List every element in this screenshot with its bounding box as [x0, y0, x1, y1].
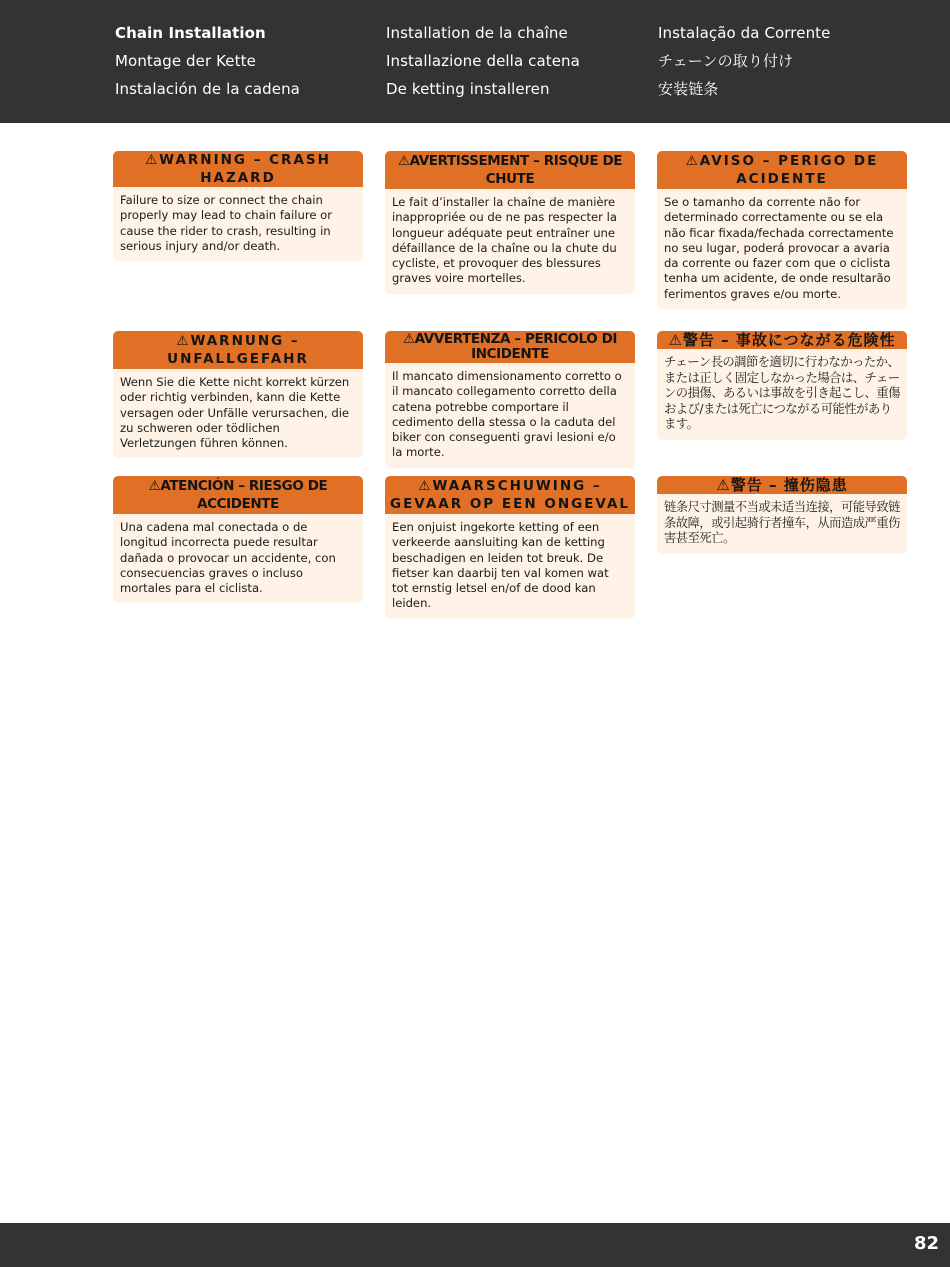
- warning-header: [657, 476, 907, 494]
- warning-triangle-icon: ⚠: [716, 476, 731, 494]
- section-title-zh: 安装链条: [658, 80, 719, 98]
- warning-card-en: [113, 151, 363, 261]
- warning-header: [113, 151, 363, 187]
- warning-title: 警告 – 撞伤隐患: [730, 476, 848, 494]
- warning-header: [385, 476, 635, 514]
- warning-title: AVISO – PERIGO DE ACIDENTE: [699, 153, 879, 187]
- warning-body: チェーン長の調節を適切に行わなかったか、または正しく固定しなかった場合は、チェーンの損傷、あるいは事故を引き起こし、重傷および/または死亡につながる可能性があります。: [664, 355, 900, 432]
- warning-body: Wenn Sie die Kette nicht korrekt kürzen oder richtig verbinden, kann die Kette versagen oder Unfälle verursachen, die zu schweren oder tödlichen Verletzungen führen können.: [120, 375, 350, 451]
- warning-body: 链条尺寸测量不当或未适当连接，可能导致链条故障，或引起骑行者撞车，从而造成严重伤害甚至死亡。: [664, 500, 900, 546]
- warning-title: 警告 – 事故につながる危険性: [682, 331, 896, 349]
- warning-title: WARNUNG – UNFALLGEFAHR: [167, 333, 309, 367]
- warning-card-zh: [657, 476, 907, 554]
- warning-card-fr: [385, 151, 635, 294]
- warning-triangle-icon: ⚠: [402, 331, 415, 347]
- title-column-1: [115, 19, 300, 103]
- warning-header: [385, 151, 635, 189]
- warning-card-ja: [657, 331, 907, 440]
- title-column-3: [658, 19, 830, 103]
- section-title-de: Montage der Kette: [115, 52, 256, 70]
- title-column-2: [386, 19, 580, 103]
- warning-body: Le fait d’installer la chaîne de manière inappropriée ou de ne pas respecter la longueur adéquate peut entraîner une défaillance de la chaîne ou la chute du cycliste, et provoquer des blessures graves voire mortelles.: [392, 195, 617, 286]
- warning-card-pt: [657, 151, 907, 309]
- warning-triangle-icon: ⚠: [685, 153, 700, 169]
- section-title-nl: De ketting installeren: [386, 80, 550, 98]
- warning-triangle-icon: ⚠: [176, 333, 191, 349]
- warning-header: [657, 151, 907, 189]
- warning-card-it: [385, 331, 635, 468]
- warning-title: AVVERTENZA – PERICOLO DI INCIDENTE: [414, 331, 618, 362]
- warning-title: WARNING – CRASH HAZARD: [159, 152, 331, 186]
- warning-triangle-icon: ⚠: [418, 478, 433, 494]
- warning-header: [113, 476, 363, 514]
- warning-title: WAARSCHUWING – GEVAAR OP EEN ONGEVAL: [390, 478, 630, 512]
- warning-card-es: [113, 476, 363, 603]
- warning-header: [113, 331, 363, 369]
- section-title-ja: チェーンの取り付け: [658, 52, 794, 70]
- warning-card-nl: [385, 476, 635, 619]
- warning-title: AVERTISSEMENT – RISQUE DE CHUTE: [409, 153, 623, 187]
- warning-body: Een onjuist ingekorte ketting of een verkeerde aansluiting kan de ketting beschadigen en leiden tot breuk. De fietser kan daarbij ten val komen wat tot ernstig letsel en/of de dood kan leiden.: [392, 520, 609, 611]
- warning-triangle-icon: ⚠: [397, 153, 410, 169]
- section-title-it: Installazione della catena: [386, 52, 580, 70]
- section-title-pt: Instalação da Corrente: [658, 24, 831, 42]
- warning-body: Se o tamanho da corrente não for determinado correctamente ou se ela não ficar fixada/fechada correctamente no seu lugar, poderá provocar a avaria da corrente ou fazer com que o ciclista tenha um acidente, de onde resultarão ferimentos graves e/ou morte.: [664, 195, 894, 301]
- warning-body: Failure to size or connect the chain properly may lead to chain failure or cause the rider to crash, resulting in serious injury and/or death.: [120, 193, 333, 253]
- page-number: 82: [913, 1233, 939, 1254]
- section-title-es: Instalación de la cadena: [115, 80, 300, 98]
- warning-title: ATENCIÓN – RIESGO DE ACCIDENTE: [160, 478, 328, 512]
- warning-header: [657, 331, 907, 349]
- warning-triangle-icon: ⚠: [148, 478, 161, 494]
- warning-triangle-icon: ⚠: [145, 152, 160, 168]
- section-title-en: Chain Installation: [115, 24, 266, 42]
- section-title-fr: Installation de la chaîne: [386, 24, 568, 42]
- warning-triangle-icon: ⚠: [668, 331, 683, 349]
- warning-body: Una cadena mal conectada o de longitud incorrecta puede resultar dañada o provocar un accidente, con consecuencias graves o incluso mortales para el ciclista.: [120, 520, 336, 596]
- warning-card-de: [113, 331, 363, 458]
- warning-header: [385, 331, 635, 363]
- header-band: [0, 0, 950, 123]
- footer-band: [0, 1223, 950, 1267]
- warning-body: Il mancato dimensionamento corretto o il mancato collegamento corretto della catena potrebbe comportare il cedimento della stessa o la caduta del biker con conseguenti gravi lesioni e/o la morte.: [392, 369, 622, 460]
